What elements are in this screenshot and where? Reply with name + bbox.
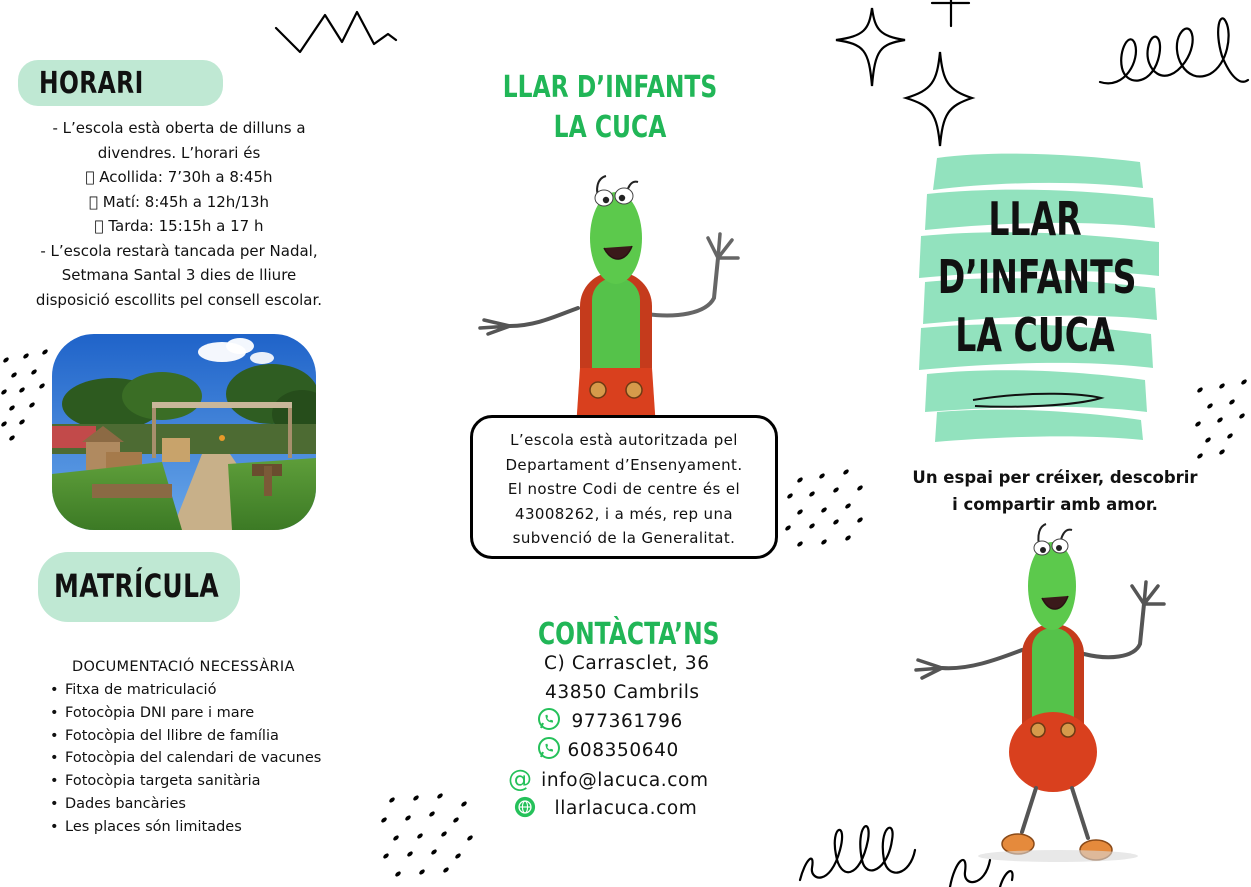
list-item: • Fotocòpia targeta sanitària [48, 770, 368, 793]
notice-line: 43008262, i a més, rep una [515, 504, 733, 523]
list-item: • Fitxa de matriculació [48, 679, 368, 702]
whatsapp-icon [537, 736, 561, 760]
horari-line: - L’escola restarà tancada per Nadal, [40, 241, 318, 260]
horari-text [0, 116, 358, 312]
notice-line: El nostre Codi de centre és el [507, 480, 741, 498]
notice-line: L’escola està autoritzada pel [510, 431, 738, 449]
doc-list [48, 679, 368, 839]
at-icon: @ [508, 765, 533, 793]
address-line1: C) Carrasclet, 36 [544, 653, 710, 674]
tagline [895, 464, 1215, 518]
notice-line: Departament d’Ensenyament. [505, 455, 743, 474]
contact-heading-text: CONTÀCTA’NS [538, 617, 720, 652]
horari-line: - L’escola està oberta de dilluns a [52, 119, 306, 137]
horari-line: divendres. L’horari és [97, 143, 261, 162]
horari-heading-pill [18, 60, 223, 106]
email-text: info@lacuca.com [541, 770, 709, 791]
school-garden-photo [52, 334, 316, 530]
globe-icon [514, 796, 536, 818]
list-item: • Dades bancàries [48, 793, 368, 816]
address-line2: 43850 Cambrils [545, 682, 700, 703]
notice-line: subvenció de la Generalitat. [512, 529, 736, 547]
cover-title-line3: LA CUCA [955, 308, 1115, 362]
whatsapp-icon [537, 707, 561, 731]
grasshopper-mascot [476, 168, 756, 428]
list-item: • Fotocòpia DNI pare i mare [48, 702, 368, 725]
web-text: llarlacuca.com [554, 798, 698, 819]
email-row[interactable] [508, 765, 709, 795]
horari-line:   Acollida: 7’30h a 8:45h [85, 168, 273, 186]
web-row[interactable] [514, 794, 697, 823]
authorization-notice [470, 415, 778, 559]
phone2-text: 608350640 [567, 740, 679, 761]
horari-line: Setmana Santal 3 dies de lliure [61, 266, 297, 284]
middle-title-line2: LA CUCA [553, 110, 667, 145]
tagline-line2: i compartir amb amor. [952, 495, 1158, 514]
cover-title-line2: D’INFANTS [937, 250, 1137, 304]
tagline-line1: Un espai per créixer, descobrir [912, 468, 1198, 487]
phone2-row[interactable] [537, 736, 679, 765]
horari-heading: HORARI [39, 66, 144, 101]
doc-heading: DOCUMENTACIÓ NECESSÀRIA [72, 659, 295, 675]
horari-line:   Matí: 8:45h a 12h/13h [89, 192, 269, 211]
cover-title [900, 190, 1170, 364]
matricula-heading: MATRÍCULA [54, 567, 220, 605]
grasshopper-mascot-full [912, 520, 1192, 870]
horari-line:   Tarda: 15:15h a 17 h [94, 217, 264, 235]
matricula-heading-pill [38, 552, 240, 622]
list-item: • Fotocòpia del calendari de vacunes [48, 747, 368, 770]
list-item: • Les places són limitades [48, 816, 368, 839]
list-item: • Fotocòpia del llibre de família [48, 725, 368, 748]
cover-title-line1: LLAR [988, 192, 1082, 246]
middle-title-line1: LLAR D’INFANTS [502, 70, 718, 105]
middle-title [430, 68, 790, 148]
phone1-text: 977361796 [571, 711, 683, 732]
horari-line: disposició escollits pel consell escolar. [35, 290, 323, 309]
phone1-row[interactable] [537, 707, 683, 736]
